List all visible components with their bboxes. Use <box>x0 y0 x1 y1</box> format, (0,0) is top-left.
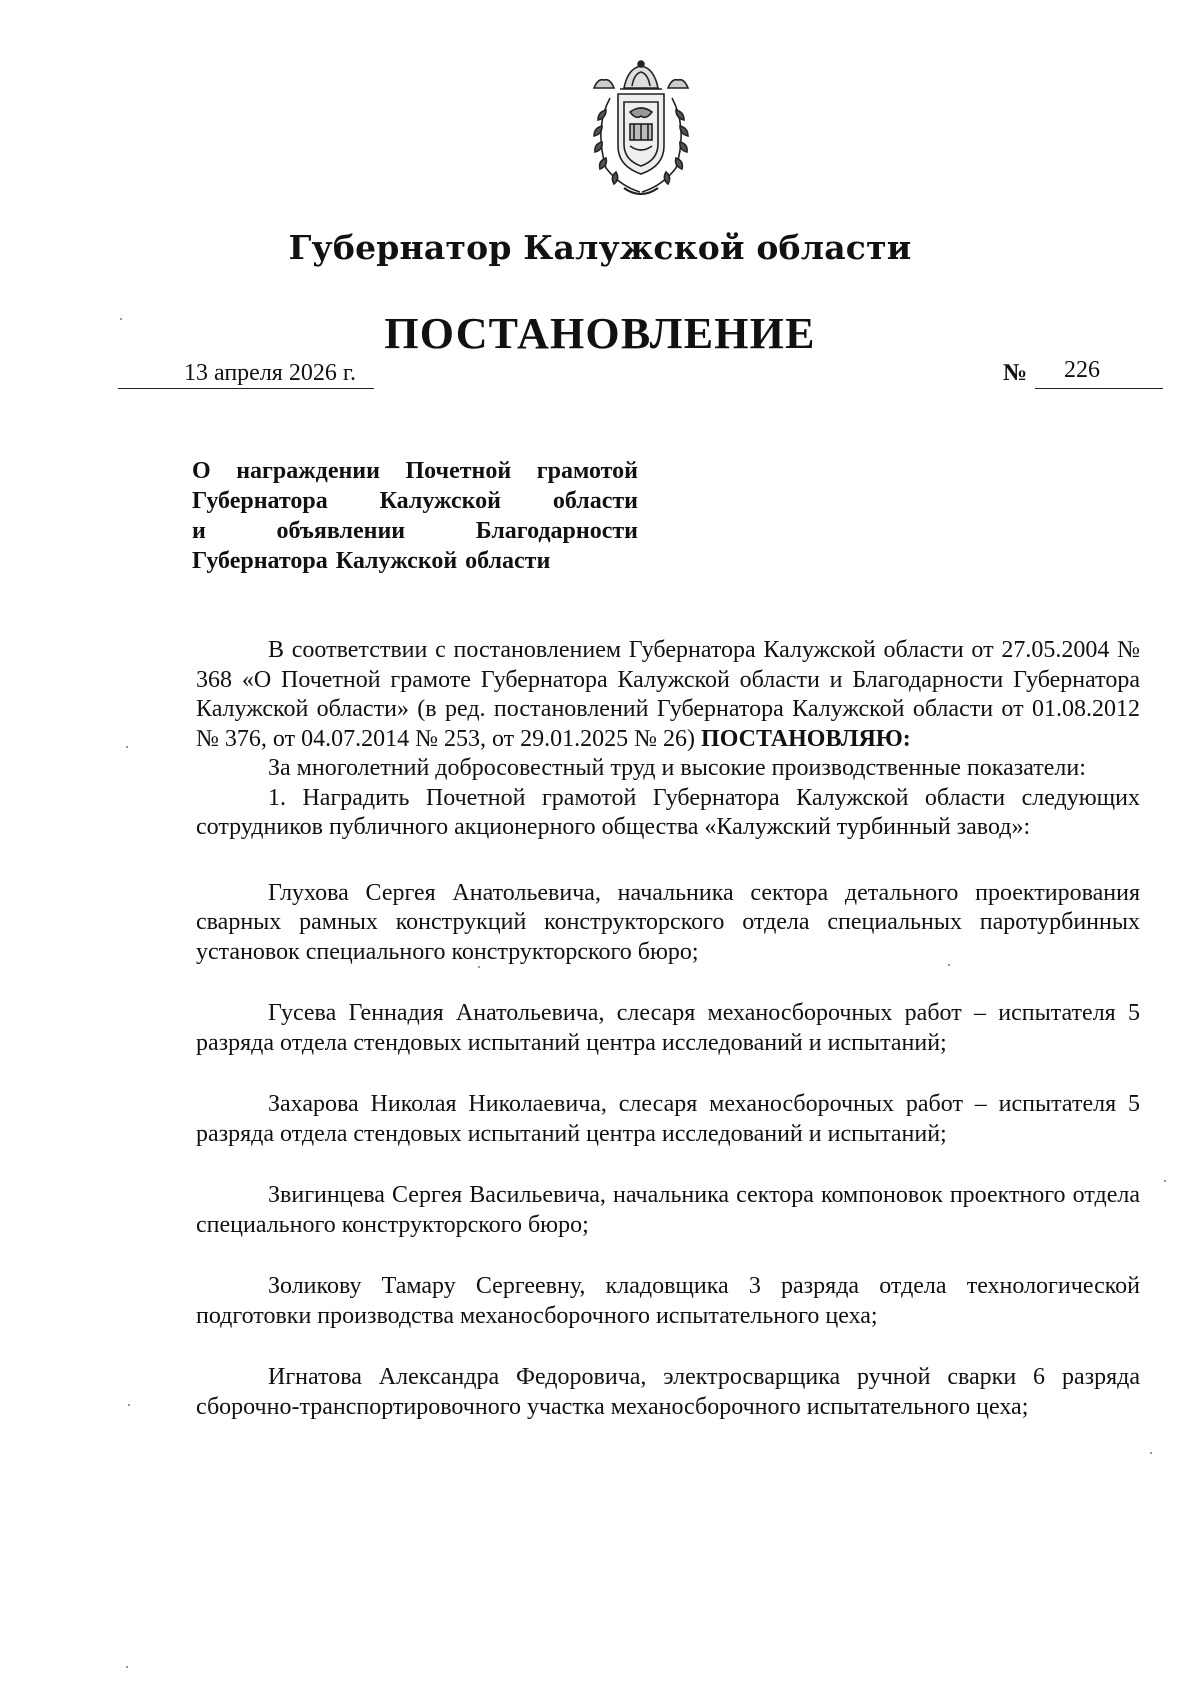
document-body <box>196 636 1140 1422</box>
subject-line: Губернатора Калужской области <box>192 488 638 514</box>
awardee-item: Захарова Николая Николаевича, слесаря механосборочных работ – испытателя 5 разряда отдела стендовых испытаний центра исследований и испытаний; <box>196 1091 1140 1147</box>
document-number: 226 <box>1064 357 1100 383</box>
subject-line: О награждении Почетной грамотой <box>192 458 638 484</box>
document-subject <box>192 456 638 576</box>
issuing-authority: Губернатор Калужской области <box>288 228 912 267</box>
preamble-text: В соответствии с постановлением Губернатора Калужской области от 27.05.2004 № 368 «О Почетной грамоте Губернатора Калужской области и Благодарности Губернатора Калужской области» (в ред. постановлений Губернатора Калужской области от 01.08.2012 № 376, от 04.07.2014 № 253, от 29.01.2025 № 26) <box>196 637 1140 752</box>
preamble-paragraph <box>196 636 1140 754</box>
decree-word: ПОСТАНОВЛЯЮ: <box>701 725 911 752</box>
subject-line: и объявлении Благодарности <box>192 518 638 544</box>
subject-line: Губернатора Калужской области <box>192 548 551 574</box>
number-underline <box>1035 388 1163 389</box>
awardee-item: Золикову Тамару Сергеевну, кладовщика 3 разряда отдела технологической подготовки производства механосборочного испытательного цеха; <box>196 1273 1140 1329</box>
document-type-title: ПОСТАНОВЛЕНИЕ <box>384 309 816 358</box>
awardee-item: Глухова Сергея Анатольевича, начальника сектора детального проектирования сварных рамных конструкций конструкторского отдела специальных паротурбинных установок специального конструкторского бюро; <box>196 879 1140 965</box>
number-sign: № <box>1003 360 1028 386</box>
clause-1-paragraph: 1. Наградить Почетной грамотой Губернатора Калужской области следующих сотрудников публичного акционерного общества «Калужский турбинный завод»: <box>196 784 1140 840</box>
document-date: 13 апреля 2026 г. <box>184 360 356 386</box>
date-underline <box>118 388 374 389</box>
awardee-item: Игнатова Александра Федоровича, электросварщика ручной сварки 6 разряда сборочно-транспортировочного участка механосборочного испытательного цеха; <box>196 1364 1140 1420</box>
reason-paragraph: За многолетний добросовестный труд и высокие производственные показатели: <box>268 755 1086 781</box>
awardee-item: Гусева Геннадия Анатольевича, слесаря механосборочных работ – испытателя 5 разряда отдела стендовых испытаний центра исследований и испытаний; <box>196 1000 1140 1056</box>
awardee-item: Звигинцева Сергея Васильевича, начальника сектора компоновок проектного отдела специального конструкторского бюро; <box>196 1182 1140 1238</box>
coat-of-arms-emblem <box>580 58 702 202</box>
